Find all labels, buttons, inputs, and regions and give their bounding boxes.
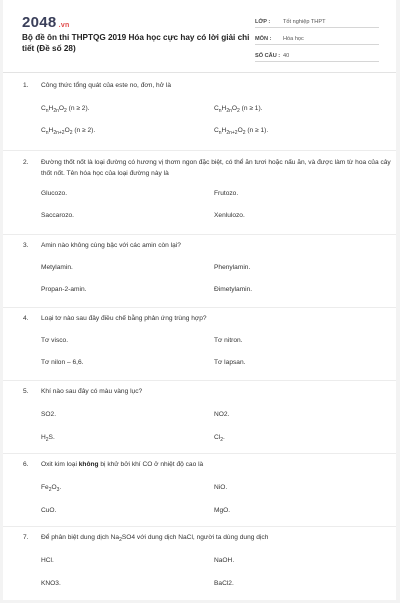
option-b[interactable]: Tơ nitron. (214, 337, 243, 344)
question-4 (3, 308, 396, 381)
option-a[interactable]: HCl. (41, 557, 54, 564)
question-7 (3, 527, 396, 603)
question-list (3, 72, 396, 603)
question-text: Khí nào sau đây có màu vàng lục? (41, 388, 143, 395)
question-stem (23, 157, 391, 179)
question-3 (3, 235, 396, 308)
exam-header (3, 0, 396, 73)
question-stem (23, 459, 373, 470)
exam-title: Bộ đề ôn thi THPTQG 2019 Hóa học cực hay có lời giải chi tiết (Đề số 28) (22, 33, 250, 53)
option-b[interactable]: NaOH. (214, 557, 235, 564)
logo-text: 2048 (22, 14, 57, 31)
option-b[interactable]: Phenylamin. (214, 264, 251, 271)
question-text: Đường thốt nốt là loại đường có hương vị thơm ngon đặc biệt, có thể ăn tươi hoặc nấu ăn, và được làm từ hoa của cây thốt nốt. Tên hóa học của loại đường này là (41, 159, 391, 177)
option-d[interactable]: BaCl2. (214, 580, 234, 587)
meta-row-class (255, 13, 379, 28)
question-6 (3, 454, 396, 527)
meta-value: Hóa học (283, 36, 304, 42)
option-d[interactable]: Tơ lapsan. (214, 359, 246, 366)
question-number: 2. (23, 159, 29, 166)
option-d[interactable]: $C_nH_{2n+2}O_2$ (n ≥ 1). (214, 127, 269, 136)
question-1 (3, 72, 396, 151)
question-text: Amin nào không cùng bậc với các amin còn lại? (41, 242, 181, 249)
option-c[interactable]: $C_nH_{2n+2}O_2$ (n ≥ 2). (41, 127, 96, 136)
option-c[interactable]: Tơ nilon – 6,6. (41, 359, 84, 366)
exam-page (3, 0, 396, 600)
question-stem (23, 386, 373, 397)
option-c[interactable]: Saccarozo. (41, 212, 74, 219)
question-2 (3, 151, 396, 235)
option-d[interactable]: $Cl_2$. (214, 434, 225, 443)
option-a[interactable]: Glucozo. (41, 190, 68, 197)
site-logo[interactable] (22, 14, 70, 31)
option-a[interactable]: $C_nH_{2n}O_2$ (n ≥ 2). (41, 105, 90, 114)
option-b[interactable]: NiO. (214, 484, 228, 491)
option-d[interactable]: Đimetylamin. (214, 286, 253, 293)
option-c[interactable]: CuO. (41, 507, 57, 514)
meta-row-count (255, 47, 379, 62)
question-stem (23, 532, 373, 543)
option-a[interactable]: $Fe_2O_3$. (41, 484, 62, 493)
question-stem (23, 240, 373, 251)
question-number: 5. (23, 388, 29, 395)
option-b[interactable]: NO2. (214, 411, 230, 418)
option-a[interactable]: Metylamin. (41, 264, 73, 271)
question-number: 6. (23, 461, 29, 468)
option-c[interactable]: $H_2S$. (41, 434, 55, 443)
question-number: 7. (23, 534, 29, 541)
meta-label: MÔN : (255, 36, 272, 42)
meta-label: LỚP : (255, 19, 271, 25)
option-b[interactable]: $C_nH_{2n}O_2$ (n ≥ 1). (214, 105, 263, 114)
option-a[interactable]: SO2. (41, 411, 57, 418)
meta-label: SỐ CÂU : (255, 53, 281, 59)
option-d[interactable]: Xenlulozo. (214, 212, 245, 219)
option-a[interactable]: Tơ visco. (41, 337, 69, 344)
question-5 (3, 381, 396, 454)
question-number: 1. (23, 82, 29, 89)
question-text: Công thức tổng quát của este no, đơn, hở là (41, 82, 172, 89)
option-b[interactable]: Frutozo. (214, 190, 239, 197)
option-d[interactable]: MgO. (214, 507, 231, 514)
exam-meta (255, 13, 379, 64)
question-stem (23, 313, 373, 324)
option-c[interactable]: Propan-2-amin. (41, 286, 87, 293)
question-text: Để phân biệt dung dịch $Na_2SO4$ với dung dịch NaCl, người ta dùng dung dịch (41, 534, 269, 543)
meta-row-subject (255, 30, 379, 45)
question-text: Loại tơ nào sau đây điều chế bằng phản ứng trùng hợp? (41, 315, 207, 322)
question-number: 4. (23, 315, 29, 322)
question-number: 3. (23, 242, 29, 249)
question-stem (23, 80, 373, 91)
logo-suffix: .vn (58, 22, 70, 29)
question-text: Oxit kim loại không bị khử bởi khí CO ở nhiệt độ cao là (41, 461, 204, 468)
meta-value: 40 (283, 53, 290, 59)
option-c[interactable]: KNO3. (41, 580, 61, 587)
meta-value: Tốt nghiệp THPT (283, 19, 326, 25)
